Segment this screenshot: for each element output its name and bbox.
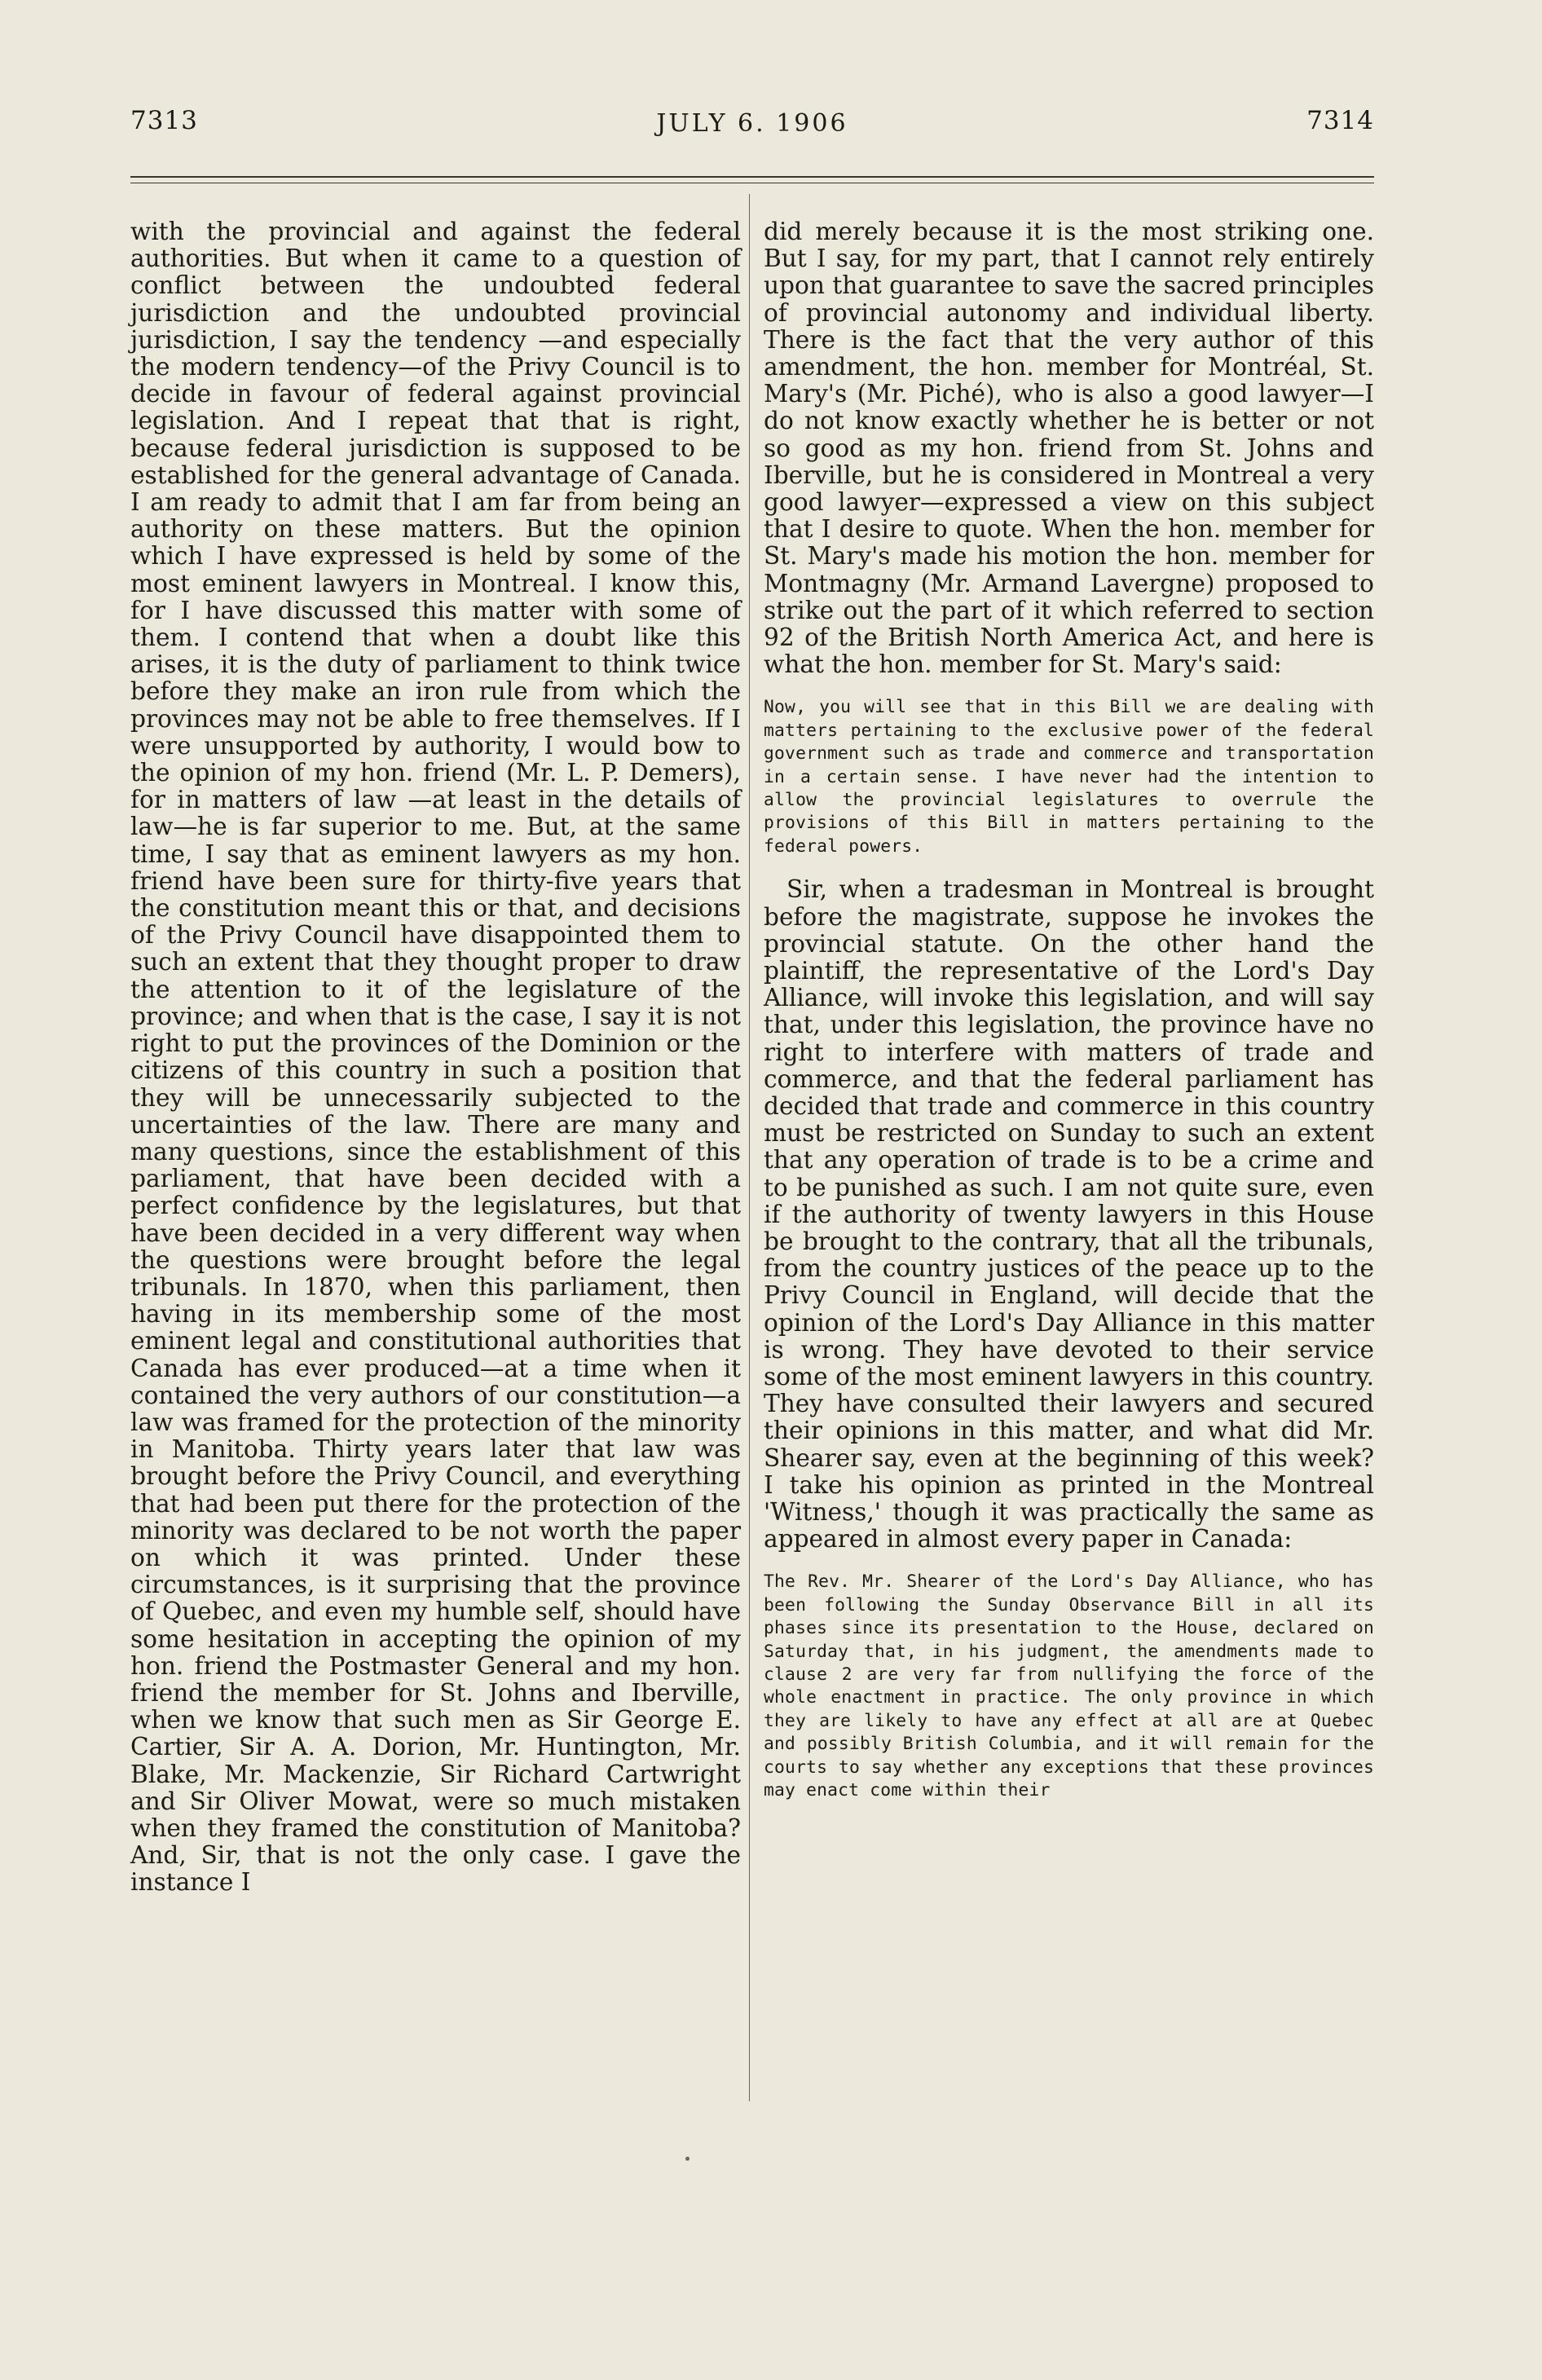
quote-piche: Now, you will see that in this Bill we are dealing with matters pertaining to the exclusive power of the federal government such as trade and commerce and transportation in a certain sense. I have never had the intention to allow the provincial legislatures to overrule the provisions of this Bill in matters pertaining to the federal powers. bbox=[764, 697, 1374, 857]
left-page-number: 7313 bbox=[130, 106, 198, 135]
page-header bbox=[130, 106, 1374, 152]
right-paragraph-1: did merely because it is the most striking one. But I say, for my part, that I cannot rely entirely upon that guarantee to save the sacred principles of provincial autonomy and individual liberty. There is the fact that the very author of this amendment, the hon. member for Montréal, St. Mary's (Mr. Piché), who is also a good lawyer—I do not know exactly whether he is better or not so good as my hon. friend from St. Johns and Iberville, but he is considered in Montreal a very good lawyer—expressed a view on this subject that I desire to quote. When the hon. member for St. Mary's made his motion the hon. member for Montmagny (Mr. Armand Lavergne) proposed to strike out the part of it which referred to section 92 of the British North America Act, and here is what the hon. member for St. Mary's said: bbox=[764, 218, 1374, 679]
right-column bbox=[764, 218, 1374, 1820]
left-column bbox=[130, 218, 741, 1897]
column-divider bbox=[749, 194, 750, 2101]
right-paragraph-2: Sir, when a tradesman in Montreal is brought before the magistrate, suppose he invokes the provincial statute. On the other hand the plaintiff, the representative of the Lord's Day Alliance, will invoke this legislation, and will say that, under this legislation, the province have no right to interfere with matters of trade and commerce, and that the federal parliament has decided that trade and commerce in this country must be restricted on Sunday to such an extent that any operation of trade is to be a crime and to be punished as such. I am not quite sure, even if the authority of twenty lawyers in this House be brought to the contrary, that all the tribunals, from the country justices of the peace up to the Privy Council in England, will decide that the opinion of the Lord's Day Alliance in this matter is wrong. They have devoted to their service some of the most eminent lawyers in this country. They have consulted their lawyers and secured their opinions in this matter, and what did Mr. Shearer say, even at the beginning of this week? I take his opinion as printed in the Montreal 'Witness,' though it was practically the same as appeared in almost every paper in Canada: bbox=[764, 875, 1374, 1554]
header-rule-top bbox=[130, 176, 1374, 178]
quote-shearer: The Rev. Mr. Shearer of the Lord's Day Alliance, who has been following the Sunday Observance Bill in all its phases since its presentation to the House, declared on Saturday that, in his judgment, the amendments made to clause 2 are very far from nullifying the force of the whole enactment in practice. The only province in which they are likely to have any effect at all are at Quebec and possibly British Columbia, and it will remain for the courts to say whether any exceptions that these provinces may enact come within their bbox=[764, 1571, 1374, 1801]
page-date: JULY 6. 1906 bbox=[656, 109, 848, 138]
page-mark bbox=[685, 2157, 689, 2161]
right-page-number: 7314 bbox=[1306, 106, 1374, 135]
left-paragraph: with the provincial and against the federal authorities. But when it came to a question of conflict between the undoubted federal jurisdiction and the undoubted provincial jurisdiction, I say the tendency —and especially the modern tendency—of the Privy Council is to decide in favour of federal against provincial legislation. And I repeat that that is right, because federal jurisdiction is supposed to be established for the general advantage of Canada. I am ready to admit that I am far from being an authority on these matters. But the opinion which I have expressed is held by some of the most eminent lawyers in Montreal. I know this, for I have discussed this matter with some of them. I contend that when a doubt like this arises, it is the duty of parliament to think twice before they make an iron rule from which the provinces may not be able to free themselves. If I were unsupported by authority, I would bow to the opinion of my hon. friend (Mr. L. P. Demers), for in matters of law —at least in the details of law—he is far superior to me. But, at the same time, I say that as eminent lawyers as my hon. friend have been sure for thirty-five years that the constitution meant this or that, and decisions of the Privy Council have disappointed them to such an extent that they thought proper to draw the attention to it of the legislature of the province; and when that is the case, I say it is not right to put the provinces of the Dominion or the citizens of this country in such a position that they will be unnecessarily subjected to the uncertainties of the law. There are many and many questions, since the establishment of this parliament, that have been decided with a perfect confidence by the legislatures, but that have been decided in a very different way when the questions were brought before the legal tribunals. In 1870, when this parliament, then having in its membership some of the most eminent legal and constitutional authorities that Canada has ever produced—at a time when it contained the very authors of our constitution—a law was framed for the protection of the minority in Manitoba. Thirty years later that law was brought before the Privy Council, and everything that had been put there for the protection of the minority was declared to be not worth the paper on which it was printed. Under these circumstances, is it surprising that the province of Quebec, and even my humble self, should have some hesitation in accepting the opinion of my hon. friend the Postmaster General and my hon. friend the member for St. Johns and Iberville, when we know that such men as Sir George E. Cartier, Sir A. A. Dorion, Mr. Huntington, Mr. Blake, Mr. Mackenzie, Sir Richard Cartwright and Sir Oliver Mowat, were so much mistaken when they framed the constitution of Manitoba? And, Sir, that is not the only case. I gave the instance I bbox=[130, 218, 741, 1897]
